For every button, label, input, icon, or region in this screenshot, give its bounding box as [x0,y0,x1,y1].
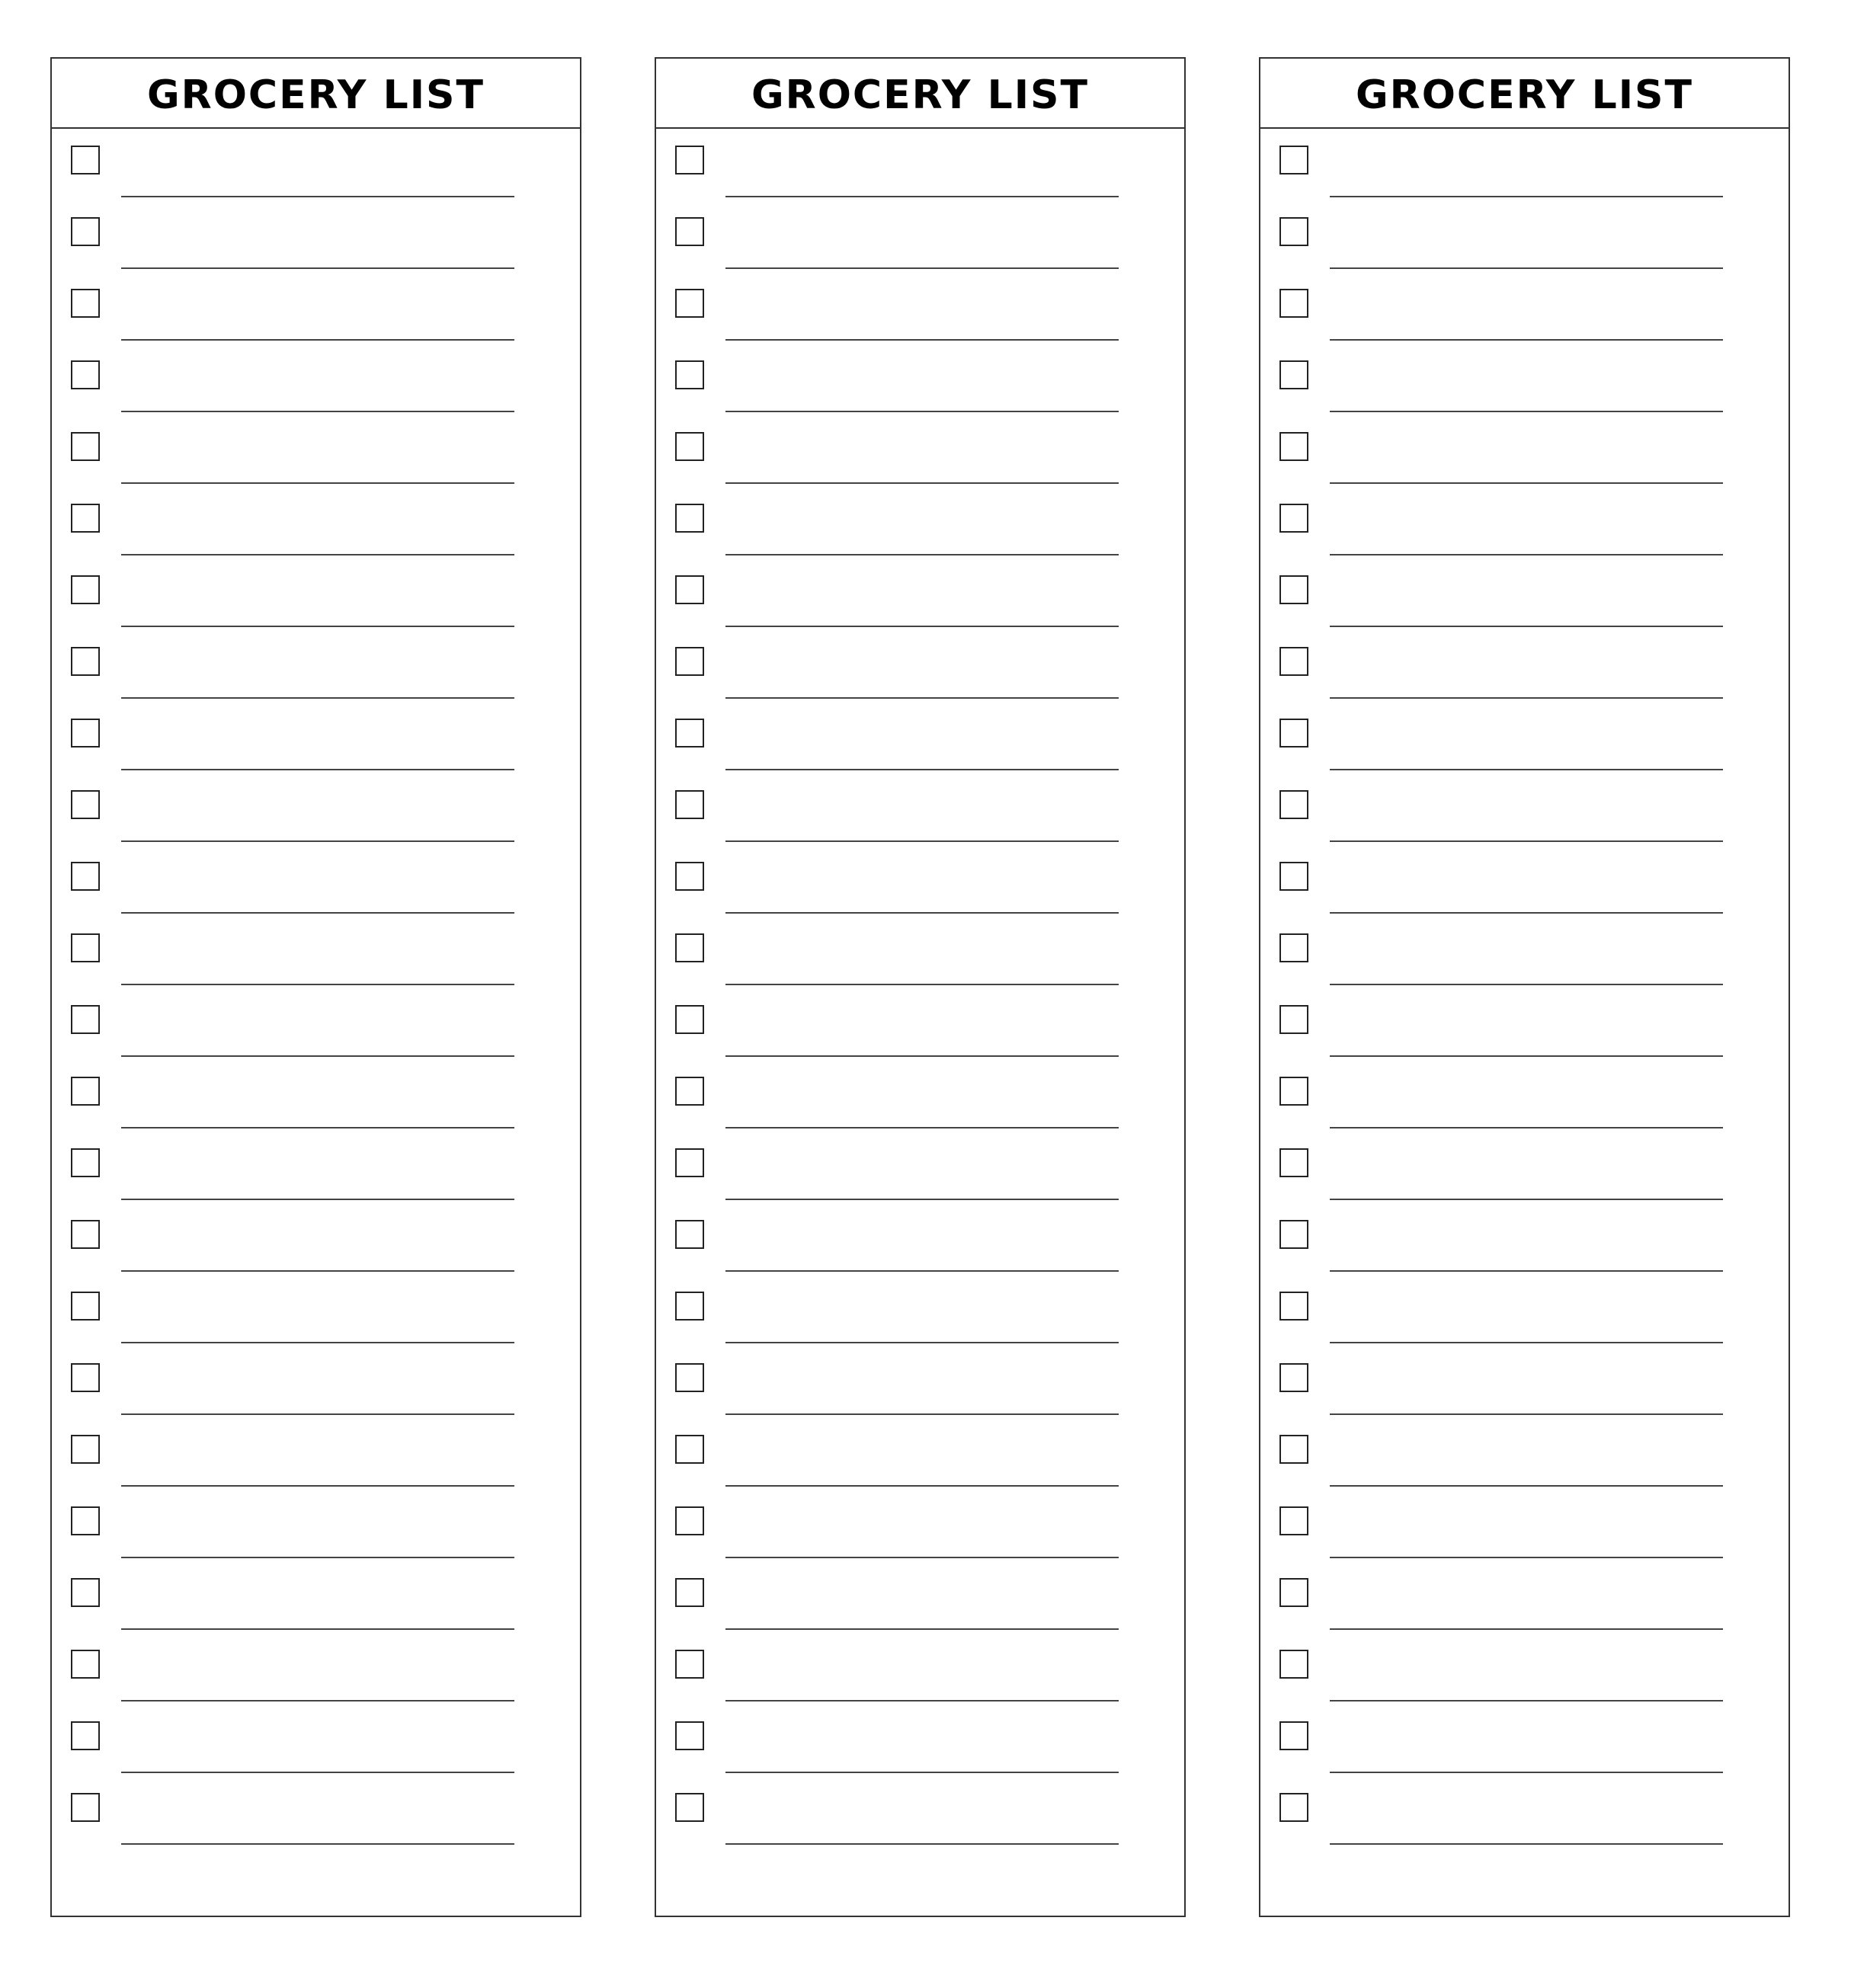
item-checkbox[interactable] [71,933,100,962]
item-checkbox[interactable] [675,1506,704,1535]
item-checkbox[interactable] [71,217,100,246]
item-text-line[interactable] [121,351,514,412]
item-text-line[interactable] [121,1784,514,1845]
item-text-line[interactable] [725,423,1119,484]
list-items [656,129,1184,1848]
list-items [52,129,580,1848]
item-text-line[interactable] [121,1497,514,1558]
item-text-line[interactable] [1330,1282,1723,1343]
item-checkbox[interactable] [675,1005,704,1034]
list-item [1260,1705,1789,1776]
item-text-line[interactable] [1330,1211,1723,1272]
item-text-line[interactable] [121,1282,514,1343]
list-title: GROCERY LIST [1356,72,1693,118]
item-checkbox[interactable] [71,1578,100,1607]
item-text-line[interactable] [1330,566,1723,627]
list-item [1260,630,1789,702]
item-checkbox[interactable] [71,1363,100,1392]
list-item [52,1561,580,1633]
list-item [656,415,1184,487]
list-item [52,702,580,773]
item-text-line[interactable] [1330,1784,1723,1845]
list-item [52,272,580,344]
item-text-line[interactable] [1330,1497,1723,1558]
item-text-line[interactable] [725,1569,1119,1630]
list-item [656,1203,1184,1275]
item-text-line[interactable] [725,1068,1119,1128]
item-checkbox[interactable] [675,504,704,533]
item-text-line[interactable] [1330,996,1723,1057]
item-text-line[interactable] [121,781,514,842]
list-item [656,773,1184,845]
list-item [52,487,580,559]
list-item [52,1418,580,1490]
item-checkbox[interactable] [1279,1793,1308,1822]
list-item [1260,1561,1789,1633]
list-item [1260,1346,1789,1418]
grocery-list-3 [1259,57,1790,1917]
item-checkbox[interactable] [675,1578,704,1607]
item-checkbox[interactable] [675,1721,704,1750]
item-text-line[interactable] [121,1139,514,1200]
item-checkbox[interactable] [675,862,704,891]
item-checkbox[interactable] [1279,432,1308,461]
item-text-line[interactable] [1330,1712,1723,1773]
list-item [1260,1633,1789,1705]
grocery-list-2 [655,57,1186,1917]
list-item [656,1132,1184,1203]
list-item [52,1203,580,1275]
list-item [1260,1776,1789,1848]
list-item [1260,1060,1789,1132]
grocery-list-1 [50,57,581,1917]
list-item [656,129,1184,200]
item-checkbox[interactable] [675,790,704,819]
item-text-line[interactable] [1330,924,1723,985]
item-checkbox[interactable] [675,1793,704,1822]
list-item [1260,1418,1789,1490]
item-text-line[interactable] [121,1712,514,1773]
item-checkbox[interactable] [675,575,704,604]
list-item [1260,988,1789,1060]
item-text-line[interactable] [725,996,1119,1057]
item-text-line[interactable] [121,709,514,770]
item-text-line[interactable] [725,1641,1119,1701]
item-text-line[interactable] [1330,853,1723,914]
item-checkbox[interactable] [675,1077,704,1106]
item-checkbox[interactable] [675,360,704,389]
list-item [52,1490,580,1561]
item-checkbox[interactable] [1279,1578,1308,1607]
item-checkbox[interactable] [675,289,704,318]
item-checkbox[interactable] [675,1435,704,1464]
item-text-line[interactable] [121,280,514,341]
list-item [1260,773,1789,845]
item-checkbox[interactable] [1279,1650,1308,1679]
item-checkbox[interactable] [71,432,100,461]
item-text-line[interactable] [725,1712,1119,1773]
item-text-line[interactable] [725,1784,1119,1845]
item-checkbox[interactable] [675,1220,704,1249]
list-item [656,988,1184,1060]
item-text-line[interactable] [121,423,514,484]
item-checkbox[interactable] [675,933,704,962]
item-text-line[interactable] [725,351,1119,412]
list-item [1260,1490,1789,1561]
list-items [1260,129,1789,1848]
list-item [1260,415,1789,487]
item-text-line[interactable] [725,208,1119,269]
item-text-line[interactable] [1330,280,1723,341]
list-item [656,917,1184,988]
list-title: GROCERY LIST [751,72,1089,118]
item-text-line[interactable] [725,709,1119,770]
item-checkbox[interactable] [71,1506,100,1535]
list-item [1260,487,1789,559]
list-item [1260,1275,1789,1346]
item-checkbox[interactable] [675,1650,704,1679]
item-checkbox[interactable] [675,1363,704,1392]
list-item [656,630,1184,702]
list-item [1260,1203,1789,1275]
item-text-line[interactable] [725,781,1119,842]
list-item [1260,344,1789,415]
item-text-line[interactable] [1330,495,1723,555]
list-item [656,845,1184,917]
item-text-line[interactable] [121,638,514,699]
item-text-line[interactable] [1330,351,1723,412]
list-item [656,559,1184,630]
item-checkbox[interactable] [71,1292,100,1321]
item-checkbox[interactable] [71,504,100,533]
list-item [52,1275,580,1346]
item-text-line[interactable] [121,208,514,269]
item-text-line[interactable] [725,1354,1119,1415]
list-item [656,1705,1184,1776]
list-item [656,1561,1184,1633]
item-checkbox[interactable] [1279,575,1308,604]
item-checkbox[interactable] [675,146,704,174]
list-item [656,702,1184,773]
item-text-line[interactable] [1330,208,1723,269]
item-text-line[interactable] [725,1497,1119,1558]
list-item [52,1705,580,1776]
item-checkbox[interactable] [1279,1363,1308,1392]
list-item [1260,200,1789,272]
item-checkbox[interactable] [71,575,100,604]
list-item [1260,845,1789,917]
item-text-line[interactable] [121,1354,514,1415]
item-text-line[interactable] [121,1641,514,1701]
item-checkbox[interactable] [675,432,704,461]
item-checkbox[interactable] [71,1005,100,1034]
item-text-line[interactable] [121,136,514,197]
item-text-line[interactable] [1330,638,1723,699]
item-text-line[interactable] [725,136,1119,197]
item-checkbox[interactable] [71,1077,100,1106]
list-item [656,487,1184,559]
item-checkbox[interactable] [1279,647,1308,676]
list-item [52,1633,580,1705]
item-text-line[interactable] [121,853,514,914]
item-checkbox[interactable] [1279,289,1308,318]
list-header [52,59,580,129]
list-item [52,1132,580,1203]
item-text-line[interactable] [121,924,514,985]
item-checkbox[interactable] [1279,1077,1308,1106]
list-header [656,59,1184,129]
list-item [656,200,1184,272]
list-item [52,1346,580,1418]
item-text-line[interactable] [1330,709,1723,770]
item-checkbox[interactable] [675,1292,704,1321]
item-checkbox[interactable] [1279,1005,1308,1034]
item-text-line[interactable] [725,1426,1119,1487]
item-checkbox[interactable] [71,146,100,174]
item-text-line[interactable] [121,1068,514,1128]
item-text-line[interactable] [725,853,1119,914]
item-checkbox[interactable] [1279,504,1308,533]
list-item [1260,917,1789,988]
item-checkbox[interactable] [1279,1506,1308,1535]
item-checkbox[interactable] [71,1650,100,1679]
item-text-line[interactable] [1330,1068,1723,1128]
list-item [1260,702,1789,773]
list-item [52,415,580,487]
list-item [52,344,580,415]
item-text-line[interactable] [725,495,1119,555]
list-item [656,1275,1184,1346]
item-text-line[interactable] [725,638,1119,699]
item-checkbox[interactable] [675,1148,704,1177]
item-checkbox[interactable] [1279,719,1308,748]
item-checkbox[interactable] [675,647,704,676]
list-item [52,129,580,200]
item-checkbox[interactable] [71,1148,100,1177]
list-item [52,1060,580,1132]
item-checkbox[interactable] [1279,1292,1308,1321]
list-title: GROCERY LIST [147,72,485,118]
list-item [656,1490,1184,1561]
list-item [52,200,580,272]
item-checkbox[interactable] [1279,1220,1308,1249]
list-item [52,630,580,702]
item-checkbox[interactable] [71,862,100,891]
list-item [52,773,580,845]
list-item [52,845,580,917]
item-checkbox[interactable] [71,1220,100,1249]
list-item [1260,129,1789,200]
item-checkbox[interactable] [1279,1148,1308,1177]
item-text-line[interactable] [1330,1354,1723,1415]
list-item [656,1060,1184,1132]
item-text-line[interactable] [725,1211,1119,1272]
item-text-line[interactable] [725,1139,1119,1200]
item-checkbox[interactable] [1279,360,1308,389]
item-checkbox[interactable] [675,217,704,246]
item-text-line[interactable] [725,280,1119,341]
list-item [52,917,580,988]
item-checkbox[interactable] [1279,146,1308,174]
item-checkbox[interactable] [71,647,100,676]
item-checkbox[interactable] [71,360,100,389]
list-item [656,1346,1184,1418]
item-text-line[interactable] [121,1426,514,1487]
item-text-line[interactable] [1330,1426,1723,1487]
item-text-line[interactable] [1330,1139,1723,1200]
list-item [1260,559,1789,630]
list-item [656,1776,1184,1848]
item-checkbox[interactable] [71,1435,100,1464]
item-checkbox[interactable] [1279,862,1308,891]
item-text-line[interactable] [1330,423,1723,484]
list-item [656,272,1184,344]
item-checkbox[interactable] [1279,217,1308,246]
item-text-line[interactable] [725,566,1119,627]
item-checkbox[interactable] [1279,933,1308,962]
item-text-line[interactable] [725,1282,1119,1343]
item-checkbox[interactable] [1279,1721,1308,1750]
list-header [1260,59,1789,129]
item-text-line[interactable] [121,566,514,627]
item-checkbox[interactable] [71,1721,100,1750]
item-checkbox[interactable] [675,719,704,748]
list-item [656,344,1184,415]
item-checkbox[interactable] [71,289,100,318]
list-item [1260,1132,1789,1203]
list-item [656,1633,1184,1705]
item-text-line[interactable] [1330,136,1723,197]
list-item [1260,272,1789,344]
item-checkbox[interactable] [71,1793,100,1822]
item-text-line[interactable] [121,1211,514,1272]
item-text-line[interactable] [121,495,514,555]
item-text-line[interactable] [1330,1569,1723,1630]
item-checkbox[interactable] [71,790,100,819]
list-item [52,559,580,630]
item-checkbox[interactable] [71,719,100,748]
item-checkbox[interactable] [1279,790,1308,819]
item-text-line[interactable] [1330,781,1723,842]
item-checkbox[interactable] [1279,1435,1308,1464]
list-item [52,1776,580,1848]
item-text-line[interactable] [121,996,514,1057]
item-text-line[interactable] [725,924,1119,985]
list-item [52,988,580,1060]
list-item [656,1418,1184,1490]
item-text-line[interactable] [121,1569,514,1630]
item-text-line[interactable] [1330,1641,1723,1701]
